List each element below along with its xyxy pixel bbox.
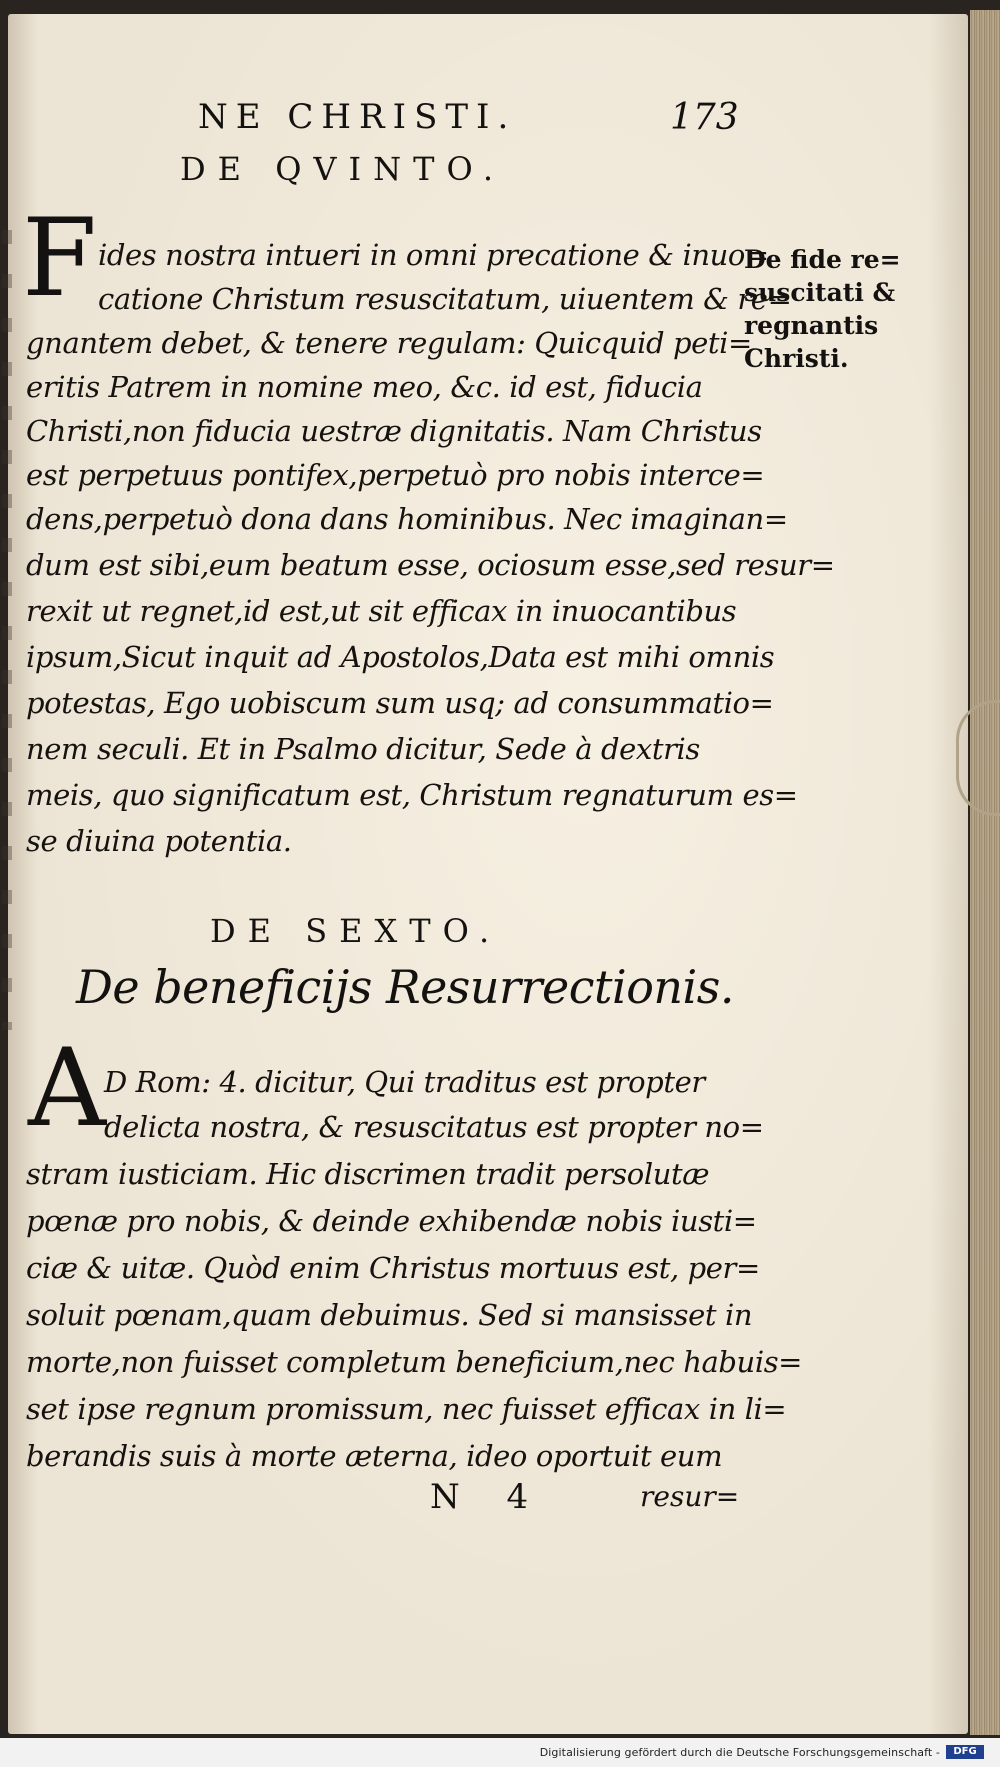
text-line: est perpetuus pontifex,perpetuò pro nobis interce= (26, 458, 765, 492)
funding-credit: Digitalisierung gefördert durch die Deutsche Forschungsgemeinschaft - (539, 1746, 940, 1759)
text-line: se diuina potentia. (26, 824, 292, 858)
margin-note (744, 243, 901, 375)
text-line: catione Christum resuscitatum, uiuentem & re= (98, 282, 792, 316)
running-title: NE CHRISTI. (198, 97, 517, 137)
text-line: ciæ & uitæ. Quòd enim Christus mortuus est, per= (26, 1251, 760, 1285)
section-title-five: DE QVINTO. (180, 150, 506, 188)
page-number: 173 (670, 97, 739, 138)
text-line: ipsum,Sicut inquit ad Apostolos,Data est mihi omnis (26, 640, 775, 674)
text-line: potestas, Ego uobiscum sum usq; ad consummatio= (26, 686, 774, 720)
text-line: rexit ut regnet,id est,ut sit efficax in inuocantibus (26, 594, 737, 628)
catchword: resur= (640, 1480, 740, 1513)
text-line: Christi,non fiducia uestræ dignitatis. Nam Christus (26, 414, 762, 448)
text-line: pœnæ pro nobis, & deinde exhibendæ nobis iusti= (26, 1204, 757, 1238)
page-clip (956, 700, 1000, 816)
text-line: stram iusticiam. Hic discrimen tradit persolutæ (26, 1157, 710, 1191)
section-title-six: DE SEXTO. (210, 912, 502, 950)
gutter-shadow (2, 230, 12, 1030)
text-line: dum est sibi,eum beatum esse, ociosum esse,sed resur= (26, 548, 835, 582)
page-fore-edge (970, 10, 1000, 1735)
margin-note-line: regnantis (744, 311, 879, 340)
text-line: D Rom: 4. dicitur, Qui traditus est propter (104, 1065, 705, 1099)
text-line: berandis suis à morte æterna, ideo oportuit eum (26, 1439, 723, 1473)
text-line: soluit pœnam,quam debuimus. Sed si mansisset in (26, 1298, 753, 1332)
text-line: nem seculi. Et in Psalmo dicitur, Sede à dextris (26, 732, 700, 766)
margin-note-line: suscitati & (744, 278, 896, 307)
drop-cap-f: F (22, 196, 97, 321)
text-line: delicta nostra, & resuscitatus est propter no= (104, 1110, 764, 1144)
text-line: eritis Patrem in nomine meo, &c. id est, fiducia (26, 370, 703, 404)
text-line: gnantem debet, & tenere regulam: Quicquid peti= (26, 326, 752, 360)
text-line: morte,non fuisset completum beneficium,nec habuis= (26, 1345, 803, 1379)
text-line: set ipse regnum promissum, nec fuisset efficax in li= (26, 1392, 787, 1426)
text-line: ides nostra intueri in omni precatione & inuo= (98, 238, 769, 272)
dfg-logo: DFG (946, 1745, 984, 1759)
text-line: dens,perpetuò dona dans hominibus. Nec imaginan= (26, 502, 788, 536)
drop-cap-a: A (28, 1026, 106, 1151)
text-line: meis, quo significatum est, Christum regnaturum es= (26, 778, 798, 812)
section-subtitle: De beneficijs Resurrectionis. (76, 960, 734, 1014)
margin-note-line: De fide re= (744, 245, 901, 274)
margin-note-line: Christi. (744, 344, 849, 373)
signature-mark: N 4 (430, 1477, 547, 1517)
